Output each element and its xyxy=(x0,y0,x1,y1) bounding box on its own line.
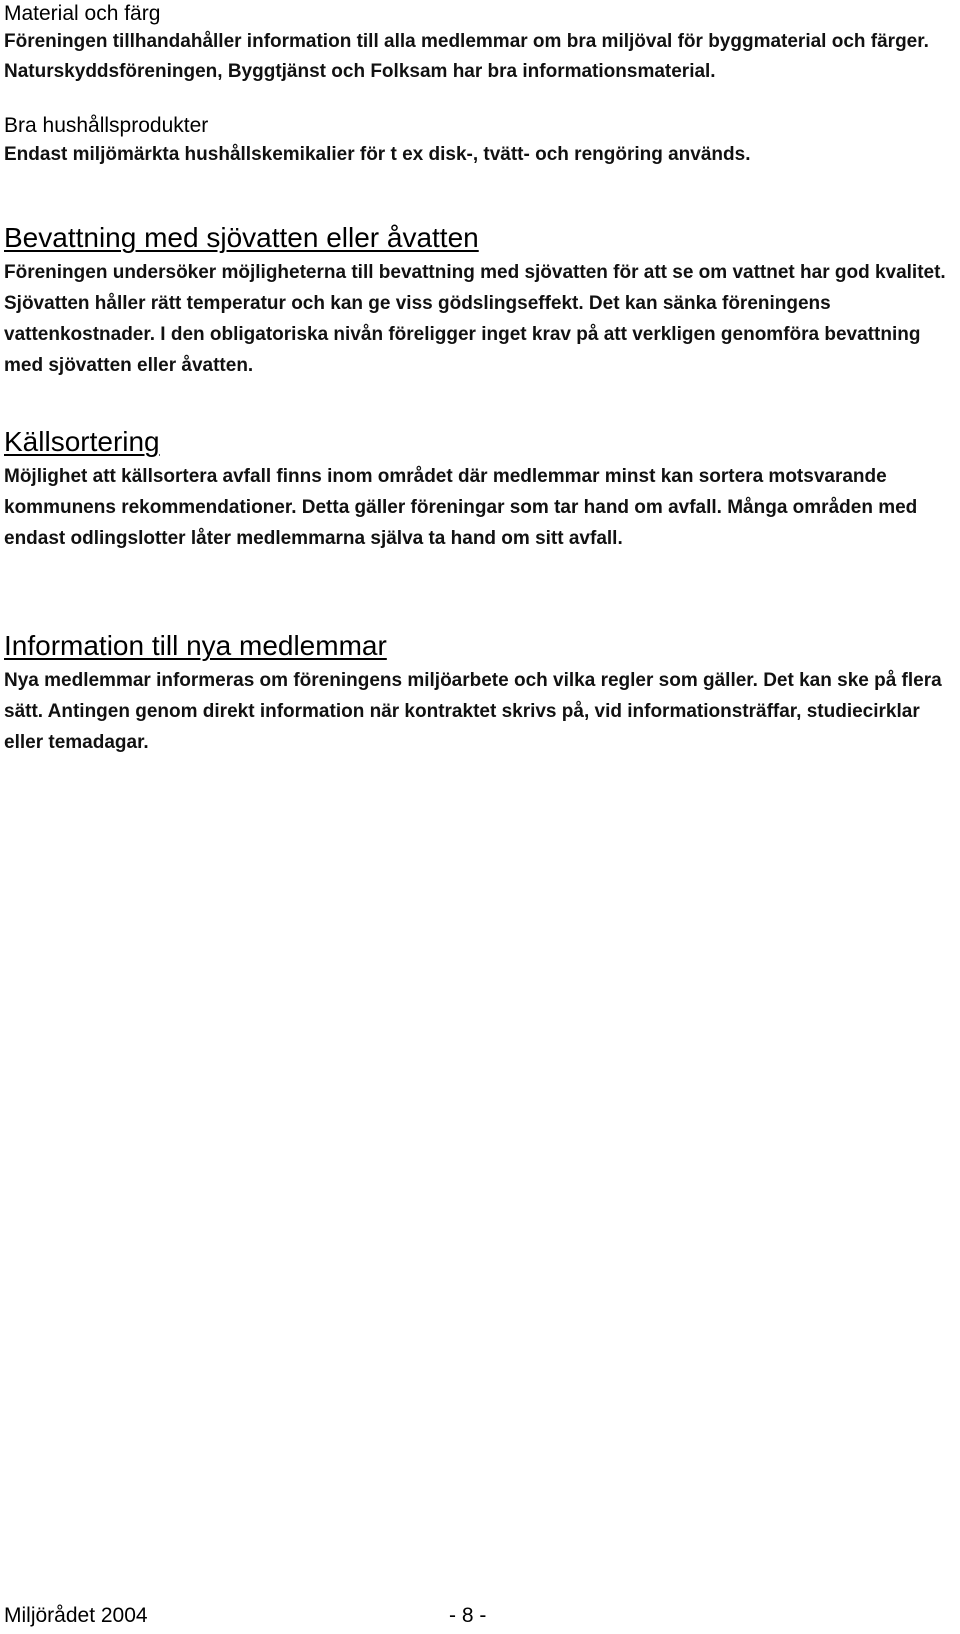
section-body-material: Föreningen tillhandahåller information till alla medlemmar om bra miljöval för byggmaterial och färger. Naturskyddsföreningen, Byggtjänst och Folksam har bra informationsmaterial. xyxy=(4,31,929,82)
section-heading-irrigation: Bevattning med sjövatten eller åvatten xyxy=(4,222,479,253)
footer-page-number: - 8 - xyxy=(449,1604,487,1627)
section-body-irrigation: Föreningen undersöker möjligheterna till bevattning med sjövatten för att se om vattnet har god kvalitet. Sjövatten håller rätt temperatur och kan ge viss gödslingseffekt. Det kan sänka föreningens vattenkostnader. I den obligatoriska nivån föreligger inget krav på att verkligen genomföra bevattning med sjövatten eller åvatten. xyxy=(4,262,946,376)
section-title-household: Bra hushållsprodukter xyxy=(4,114,209,137)
section-body-recycling: Möjlighet att källsortera avfall finns inom området där medlemmar minst kan sortera motsvarande kommunens rekommendationer. Detta gäller föreningar som tar hand om avfall. Många områden med endast odlingslotter låter medlemmarna själva ta hand om sitt avfall. xyxy=(4,466,918,549)
section-heading-new-members: Information till nya medlemmar xyxy=(4,630,387,661)
footer-publisher: Miljörådet 2004 xyxy=(4,1604,148,1627)
section-title-material: Material och färg xyxy=(4,2,161,25)
section-body-new-members: Nya medlemmar informeras om föreningens miljöarbete och vilka regler som gäller. Det kan ske på flera sätt. Antingen genom direkt information när kontraktet skrivs på, vid informationsträffar, studiecirklar eller temadagar. xyxy=(4,670,942,753)
section-heading-recycling: Källsortering xyxy=(4,426,160,457)
page-footer xyxy=(4,1602,524,1630)
section-body-household: Endast miljömärkta hushållskemikalier för t ex disk-, tvätt- och rengöring används. xyxy=(4,144,751,165)
